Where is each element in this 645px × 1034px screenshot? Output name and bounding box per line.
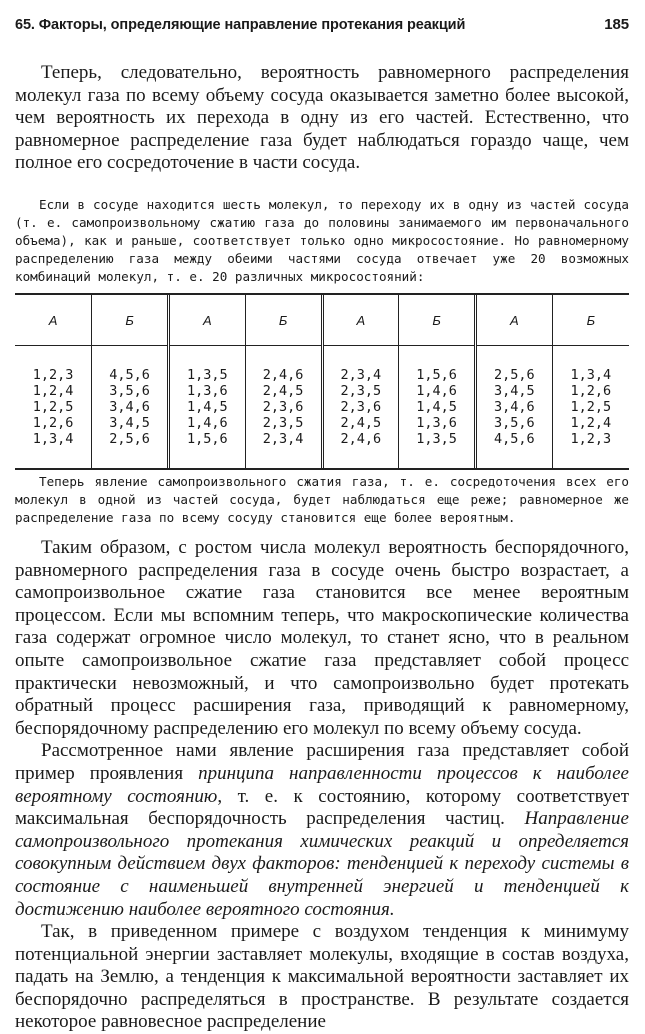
table-header-row — [15, 295, 629, 346]
table-cell-value: 1,2,4 — [570, 415, 612, 432]
header-cell: Б — [552, 295, 629, 346]
table-cell-value: 3,4,6 — [494, 398, 535, 415]
microstates-table — [15, 293, 629, 470]
running-head — [15, 16, 629, 33]
table-cell-value: 1,5,6 — [416, 366, 457, 383]
header-cell: А — [476, 295, 553, 346]
main-text-block — [15, 537, 629, 1034]
table-cell-value: 1,4,5 — [187, 398, 228, 415]
table-cell-value: 1,2,3 — [570, 431, 612, 448]
table-cell-value: 1,2,5 — [32, 398, 74, 415]
microstates-grid — [15, 295, 629, 468]
table-cell-value: 1,3,6 — [187, 382, 228, 399]
table-cell-value: 3,4,5 — [494, 382, 535, 399]
table-cell — [322, 346, 399, 469]
table-cell-value: 1,2,3 — [32, 366, 74, 383]
table-cell-value: 2,4,6 — [340, 431, 382, 448]
table-cell — [92, 346, 169, 469]
table-row — [15, 346, 629, 469]
table-cell-value: 1,4,5 — [416, 398, 457, 415]
table-cell-value: 1,2,6 — [32, 415, 74, 432]
table-cell-value: 3,4,5 — [109, 415, 150, 432]
table-cell-value: 1,3,4 — [32, 431, 74, 448]
table-cell-value: 1,3,4 — [570, 366, 612, 383]
page-number: 185 — [604, 16, 629, 33]
paragraph-4-c: , т. е. к состоянию, которому соответствует максимальная беспорядочность распределения частиц. — [15, 785, 629, 830]
table-cell-value: 1,4,6 — [416, 382, 457, 399]
table-cell-value: 2,3,4 — [262, 431, 304, 448]
table-cell-value: 4,5,6 — [494, 431, 535, 448]
table-cell-value: 1,2,4 — [32, 382, 74, 399]
table-cell-value: 2,3,6 — [262, 398, 304, 415]
paragraph-after-table-text: Теперь явление самопроизвольного сжатия газа, т. е. сосредоточения всех его молекул в одной из частей сосуда, будет наблюдаться еще реже; равномерное же распределение газа по всему сосуду становится еще более вероятным. — [15, 474, 629, 525]
paragraph-after-table — [15, 473, 629, 527]
header-cell: А — [322, 295, 399, 346]
table-cell-value: 2,5,6 — [109, 431, 150, 448]
paragraph-3: Таким образом, с ростом числа молекул вероятность беспорядочного, равномерного распределения газа в сосуде очень быстро возрастает, а самопроизвольное сжатие газа становится все менее вероятным процессом. Если мы вспомним теперь, что макроскопические количества газа содержат огромное число молекул, то станет ясно, что в реальном опыте самопроизвольное сжатие газа представляет собой процесс практически невозможный, и что самопроизвольно будет протекать обратный процесс расширения газа, приводящий к равномерному, беспорядочному распределению его молекул по всему объему сосуда. — [15, 537, 629, 739]
header-cell: Б — [399, 295, 476, 346]
table-cell — [399, 346, 476, 469]
section-title: 65. Факторы, определяющие направление протекания реакций — [15, 17, 466, 33]
header-cell: Б — [92, 295, 169, 346]
table-cell-value: 2,3,4 — [340, 366, 382, 383]
paragraph-5: Так, в приведенном примере с воздухом тенденция к минимуму потенциальной энергии заставляет молекулы, входящие в состав воздуха, падать на Землю, а тенденция к максимальной вероятности заставляет их беспорядочно распределяться в пространстве. В результате создается некоторое равновесное распределение — [15, 921, 629, 1033]
paragraph-4 — [15, 740, 629, 921]
table-cell-value: 1,2,5 — [570, 398, 612, 415]
direction-emphasis: Направление самопроизвольного протекания химических реакций и определяется совокупным действием двух факторов: тенденцией к переходу системы в состояние с наименьшей внутренней энергией и тенденцией к достижению наиболее вероятного состояния. — [15, 808, 629, 920]
paragraph-2-text: Если в сосуде находится шесть молекул, то переходу их в одну из частей сосуда (т. е. самопроизвольному сжатию газа до половины занимаемого им первоначального объема), как и раньше, соответствует только одно микросостояние. Но равномерному распределению газа между обеими частями сосуда отвечает уже 20 возможных комбинаций молекул, т. е. 20 различных микросостояний: — [15, 197, 629, 284]
table-cell — [552, 346, 629, 469]
table-cell-value: 1,2,6 — [570, 382, 612, 399]
table-cell-value: 3,5,6 — [494, 415, 535, 432]
table-cell-value: 1,3,5 — [187, 366, 228, 383]
table-cell-value: 3,4,6 — [109, 398, 150, 415]
table-cell-value: 2,3,6 — [340, 398, 382, 415]
paragraph-1 — [15, 62, 629, 175]
paragraph-2-small — [15, 196, 629, 286]
header-cell: А — [169, 295, 246, 346]
table-cell — [169, 346, 246, 469]
table-cell-value: 3,5,6 — [109, 382, 150, 399]
paragraph-4-a: Рассмотренное нами явление расширения газа представляет собой пример проявления — [15, 740, 629, 784]
paragraph-1-text: Теперь, следовательно, вероятность равномерного распределения молекул газа по всему объему сосуда оказывается заметно более высокой, чем вероятность их перехода в одну из его частей. Естественно, что равномерное распределение газа будет наблюдаться гораздо чаще, чем полное его сосредоточение в части сосуда. — [15, 62, 629, 174]
table-cell-value: 2,4,5 — [262, 382, 304, 399]
table-cell-value: 2,3,5 — [340, 382, 382, 399]
table-cell-value: 2,4,6 — [262, 366, 304, 383]
header-cell: А — [15, 295, 92, 346]
table-cell — [476, 346, 553, 469]
principle-emphasis: принципа направленности процессов к наиболее вероятному состоянию — [15, 762, 629, 807]
table-cell — [245, 346, 322, 469]
header-cell: Б — [245, 295, 322, 346]
table-cell-value: 1,3,5 — [416, 431, 457, 448]
table-cell-value: 2,4,5 — [340, 415, 382, 432]
table-cell-value: 2,5,6 — [494, 366, 535, 383]
table-cell-value: 4,5,6 — [109, 366, 150, 383]
table-cell-value: 1,4,6 — [187, 415, 228, 432]
table-cell-value: 1,5,6 — [187, 431, 228, 448]
table-cell-value: 1,3,6 — [416, 415, 457, 432]
table-cell — [15, 346, 92, 469]
table-cell-value: 2,3,5 — [262, 415, 304, 432]
